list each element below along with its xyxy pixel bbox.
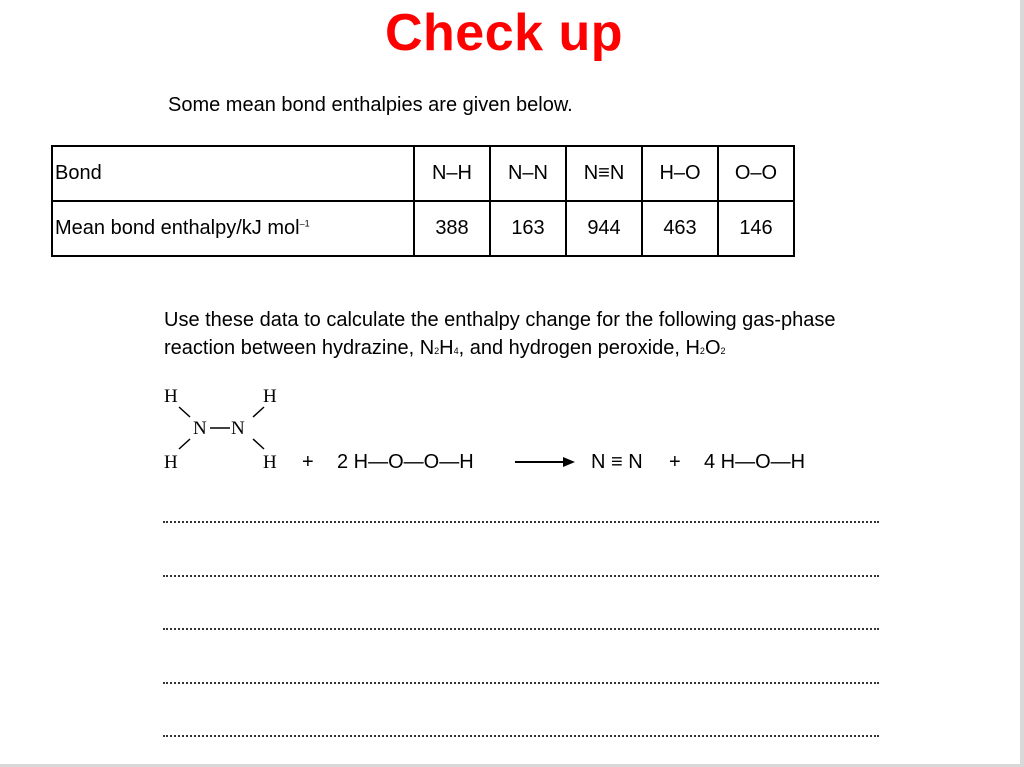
plus-sign: + — [302, 451, 314, 473]
enthalpy-value: 944 — [566, 201, 642, 256]
enthalpy-label: Mean bond enthalpy/kJ mol — [55, 217, 300, 239]
bond-header: O–O — [718, 146, 794, 201]
intro-text: Some mean bond enthalpies are given below. — [168, 94, 573, 116]
hydrogen-peroxide-term: 2 H—O—O—H — [337, 451, 474, 473]
hydrazine-atom-h: H — [164, 386, 178, 407]
hydrazine-atom-h: H — [164, 452, 178, 473]
bond-header: N–N — [490, 146, 566, 201]
nitrogen-product: N ≡ N — [591, 451, 643, 473]
bond-header: N≡N — [566, 146, 642, 201]
question-text — [164, 306, 836, 365]
bond-header: N–H — [414, 146, 490, 201]
answer-line[interactable] — [163, 628, 879, 630]
answer-line[interactable] — [163, 575, 879, 577]
table-row — [52, 201, 794, 256]
bond-header: H–O — [642, 146, 718, 201]
enthalpy-value: 388 — [414, 201, 490, 256]
enthalpy-value: 163 — [490, 201, 566, 256]
hydrazine-atom-n: N — [193, 418, 207, 439]
row-header-bond: Bond — [52, 146, 414, 201]
question-line-1: Use these data to calculate the enthalpy change for the following gas-phase — [164, 309, 836, 331]
slide-frame-right — [1020, 0, 1024, 767]
hydrazine-atom-n: N — [231, 418, 245, 439]
question-line-2: reaction between hydrazine, N2H4, and hydrogen peroxide, H2O2 — [164, 337, 726, 359]
answer-line[interactable] — [163, 521, 879, 523]
hydrazine-atom-h: H — [263, 386, 277, 407]
table-row — [52, 146, 794, 201]
hydrazine-atom-h: H — [263, 452, 277, 473]
water-product: 4 H—O—H — [704, 451, 806, 473]
reaction-arrow-icon — [515, 454, 577, 470]
hydrazine-bonds — [160, 380, 290, 475]
row-header-enthalpy — [52, 201, 414, 256]
slide-title: Check up — [384, 4, 624, 62]
answer-line[interactable] — [163, 682, 879, 684]
answer-line[interactable] — [163, 735, 879, 737]
plus-sign: + — [669, 451, 681, 473]
enthalpy-value: 146 — [718, 201, 794, 256]
enthalpy-value: 463 — [642, 201, 718, 256]
bond-enthalpy-table — [51, 145, 795, 257]
unit-superscript: –1 — [299, 218, 310, 229]
